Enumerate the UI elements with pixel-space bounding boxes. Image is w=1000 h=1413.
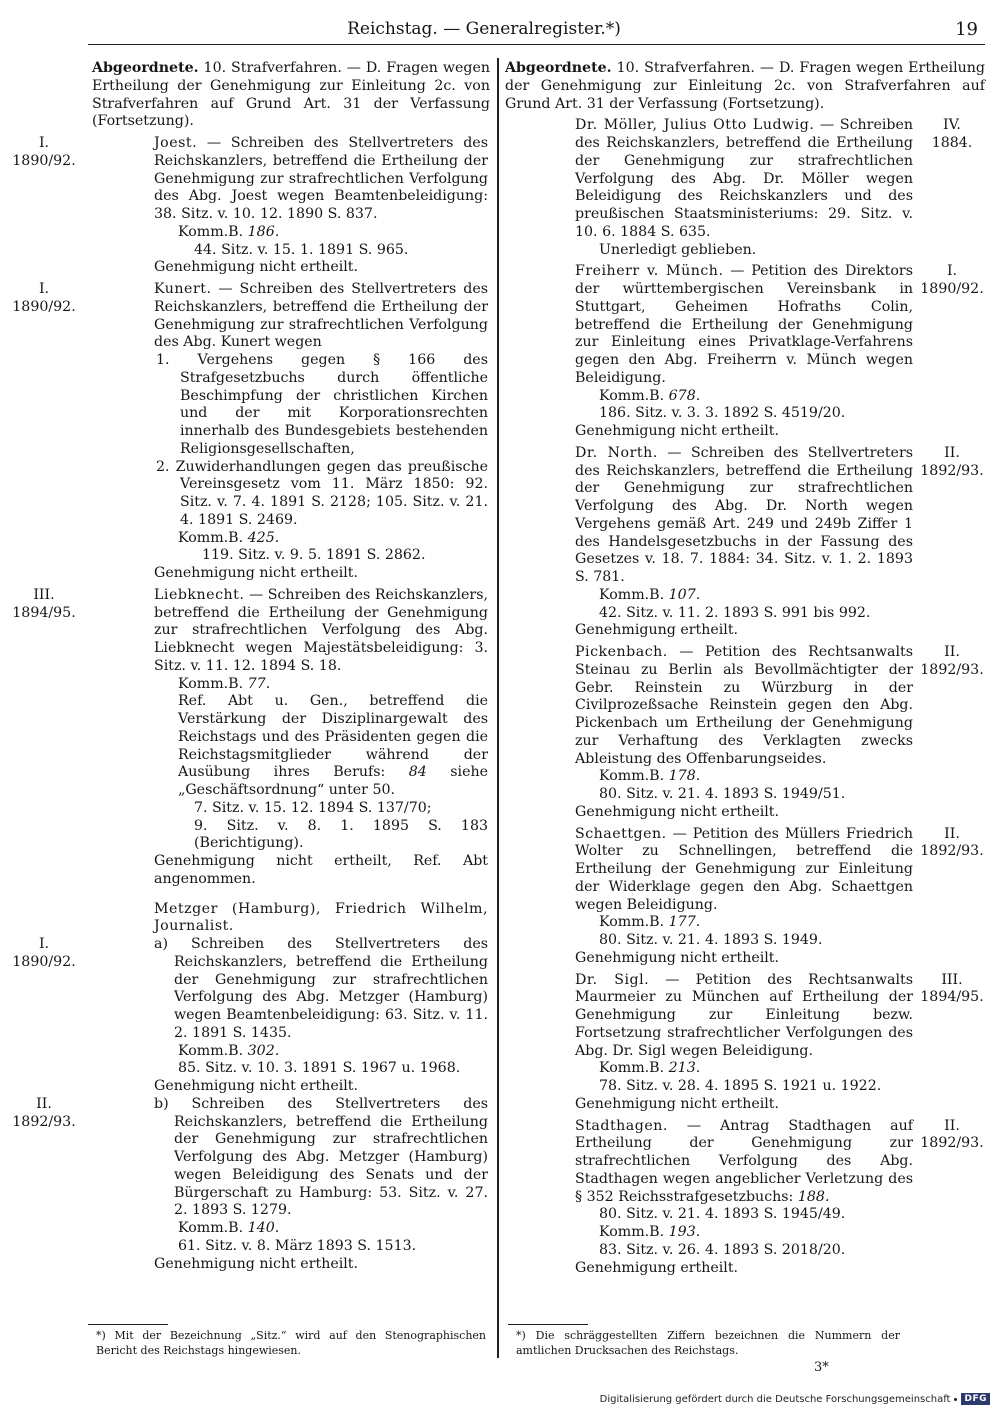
right-column <box>505 60 985 1277</box>
entry-moeller: IV. 1884. Dr. Möller, Julius Otto Ludwig. — Schreiben des Reichskanzlers, betreffend die Ertheilung der Genehmigung zur strafrechtlichen Verfolgung des Abg. Dr. Möller wegen Beleidigung des Reichskanzlers und des preußischen Staatsministeriums: 29. Sitz. v. 10. 6. 1884 S. 635. Unerledigt geblieben. <box>505 117 985 259</box>
print-number: 678. <box>668 387 701 404</box>
entry-metzger: Metzger (Hamburg), Friedrich Wilhelm, Journalist. I. 1890/92. a) Schreiben des Stellvertreters des Reichskanzlers, betreffend die Ertheilung der Genehmigung zur strafrechtlichen Verfolgung des Abg. Metzger (Hamburg) wegen Beamtenbeleidigung: 63. Sitz. v. 11. 2. 1891 S. 1435. Komm.B. 302. 85. Sitz. v. 10. 3. 1891 S. 1967 u. 1968. Genehmigung nicht ertheilt. II. 1892/93. b) Schreiben des Stellvertreters des Reichskanzlers, betreffend die Ertheilung der Genehmigung zur strafrechtlichen Verfolgung des Abg. Metzger (Hamburg) wegen Beleidigung des Senats und der Bürgerschaft zu Hamburg: 53. Sitz. v. 27. 2. 1893 S. 1279. Komm.B. 140. 61. Sitz. v. 8. März 1893 S. 1513. Genehmigung nicht ertheilt. <box>8 901 490 1274</box>
print-number: 213. <box>668 1060 701 1077</box>
print-number: 77. <box>247 675 271 692</box>
session-ref: II. 1892/93. <box>920 444 984 479</box>
session-ref: III. 1894/95. <box>920 971 984 1006</box>
entry-liebknecht: III. 1894/95. Liebknecht. — Schreiben des Reichskanzlers, betreffend die Ertheilung der Genehmigung zur strafrechtlichen Verfolgung des Abg. Liebknecht wegen Majestätsbeleidigung: 3. Sitz. v. 11. 12. 1894 S. 18. Komm.B. 77. Ref. Abt u. Gen., betreffend die Verstärkung der Disziplinargewalt des Reichstags und des Präsidenten gegen die Reichstagsmitglieder während der Ausübung ihres Berufs: 84 siehe „Geschäftsordnung“ unter 50. 7. Sitz. v. 15. 12. 1894 S. 137/70; 9. Sitz. v. 8. 1. 1895 S. 183 (Berichtigung). Genehmigung nicht ertheilt, Ref. Abt angenommen. <box>8 587 490 889</box>
print-number: 302. <box>247 1042 280 1059</box>
result: Genehmigung nicht ertheilt. <box>575 1095 780 1112</box>
member-name: Kunert. <box>154 281 212 297</box>
print-number: 178. <box>668 768 701 785</box>
result: Genehmigung nicht ertheilt. <box>154 1255 359 1272</box>
dfg-logo: DFG <box>961 1393 990 1405</box>
member-name: Liebknecht. <box>154 586 245 603</box>
signature-mark: 3* <box>814 1360 829 1375</box>
member-name: Dr. Sigl. <box>575 971 650 988</box>
dfg-credit-text: Digitalisierung gefördert durch die Deutsche Forschungsgemeinschaft <box>599 1393 951 1405</box>
member-name: Pickenbach. <box>575 644 668 660</box>
entry-schaettgen: II. 1892/93. Schaettgen. — Petition des Müllers Friedrich Wolter zu Schnellingen, betreffend die Ertheilung der Genehmigung zur Einleitung der Widerklage gegen den Abg. Schaettgen wegen Beleidigung. Komm.B. 177. 80. Sitz. v. 21. 4. 1893 S. 1949. Genehmigung nicht ertheilt. <box>575 825 984 966</box>
section-heading: Abgeordnete. 10. Strafverfahren. — D. Fragen wegen Ertheilung der Genehmigung zur Einleitung 2c. von Strafverfahren auf Grund Art. 31 der Verfassung (Fortsetzung). <box>505 60 985 112</box>
list-item: 1. Vergehens gegen § 166 des Strafgesetzbuchs durch öffentliche Beschimpfung der christlichen Kirchen und der mit Korporationsrechten innerhalb des Bundesgebiets bestehenden Religionsgesellschaften, <box>156 352 488 457</box>
print-number: 107. <box>668 586 701 603</box>
left-column <box>8 60 490 1273</box>
result: Genehmigung ertheilt. <box>575 622 739 639</box>
result: Genehmigung nicht ertheilt. <box>154 1078 359 1094</box>
result: Genehmigung ertheilt. <box>575 1259 739 1276</box>
entry-stadthagen: II. 1892/93. Stadthagen. — Antrag Stadthagen auf Ertheilung der Genehmigung zur strafrechtlichen Verfolgung des Abg. Stadthagen wegen angeblicher Verletzung des § 352 Reichsstrafgesetzbuchs: 188. 80. Sitz. v. 21. 4. 1893 S. 1945/49. Komm.B. 193. 83. Sitz. v. 26. 4. 1893 S. 2018/20. Genehmigung ertheilt. <box>575 1117 984 1276</box>
session-ref: I. 1890/92. <box>920 263 984 297</box>
member-name: Stadthagen. <box>575 1117 668 1134</box>
print-number: 193. <box>668 1224 701 1240</box>
session-ref: II. 1892/93. <box>920 644 984 678</box>
result: Genehmigung nicht ertheilt, Ref. Abt angenommen. <box>154 853 488 887</box>
entry-kunert: I. 1890/92. Kunert. — Schreiben des Stellvertreters des Reichskanzlers, betreffend die Ertheilung der Genehmigung zur strafrechtlichen Verfolgung des Abg. Kunert wegen 1. Vergehens gegen § 166 des Strafgesetzbuchs durch öffentliche Beschimpfung der christlichen Kirchen und der mit Korporationsrechten innerhalb des Bundesgebiets bestehenden Religionsgesellschaften, 2. Zuwiderhandlungen gegen das preußische Vereinsgesetz vom 11. März 1850: 92. Sitz. v. 7. 4. 1891 S. 2128; 105. Sitz. v. 21. 4. 1891 S. 2469. Komm.B. 425. 119. Sitz. v. 9. 5. 1891 S. 2862. Genehmigung nicht ertheilt. <box>8 281 490 583</box>
page-number: 19 <box>955 19 978 40</box>
list-item: 2. Zuwiderhandlungen gegen das preußische Vereinsgesetz vom 11. März 1850: 92. Sitz. v. 7. 4. 1891 S. 2128; 105. Sitz. v. 21. 4. 1891 S. 2469. <box>156 458 488 528</box>
section-heading: Abgeordnete. 10. Strafverfahren. — D. Fragen wegen Ertheilung der Genehmigung zur Einleitung 2c. von Strafverfahren auf Grund Art. 31 der Verfassung (Fortsetzung). <box>92 60 491 130</box>
header-rule <box>88 44 985 45</box>
session-ref: II. 1892/93. <box>920 1117 984 1152</box>
footnote-right: *) Die schräggestellten Ziffern bezeichnen die Nummern der amtlichen Drucksachen des Reichstags. <box>516 1329 900 1357</box>
footnote-rule <box>88 1324 168 1325</box>
session-ref: II. 1892/93. <box>12 1095 76 1130</box>
entry-sigl: III. 1894/95. Dr. Sigl. — Petition des Rechtsanwalts Maurmeier zu München auf Ertheilung der Genehmigung zur Einleitung bezw. Fortsetzung strafrechtlicher Verfolgungen des Abg. Dr. Sigl wegen Beleidigung. Komm.B. 213. 78. Sitz. v. 28. 4. 1895 S. 1921 u. 1922. Genehmigung nicht ertheilt. <box>575 971 984 1112</box>
print-number: 186. <box>247 223 280 240</box>
session-ref: III. 1894/95. <box>12 586 76 621</box>
member-name: Schaettgen. <box>575 825 667 842</box>
session-ref: II. 1892/93. <box>920 825 984 860</box>
result: Genehmigung nicht ertheilt. <box>575 949 780 966</box>
print-number: 140. <box>247 1220 280 1236</box>
member-name: Freiherr v. Münch. <box>575 263 724 280</box>
session-ref: I. 1890/92. <box>12 281 76 315</box>
result: Genehmigung nicht ertheilt. <box>154 565 359 581</box>
footnote-rule <box>508 1324 588 1325</box>
result: Genehmigung nicht ertheilt. <box>154 259 359 276</box>
session-ref: I. 1890/92. <box>12 936 76 970</box>
footnote-left: *) Mit der Bezeichnung „Sitz.“ wird auf den Stenographischen Bericht des Reichstags hingewiesen. <box>96 1329 486 1357</box>
separator-dot-icon <box>954 1398 957 1401</box>
entry-north: II. 1892/93. Dr. North. — Schreiben des Stellvertreters des Reichskanzlers, betreffend die Ertheilung der Genehmigung zur strafrechtlichen Verfolgung des Abg. Dr. North wegen Vergehens gemäß Art. 249 und 249b Ziffer 1 des Handelsgesetzbuchs in der Fassung des Gesetzes v. 18. 7. 1884: 34. Sitz. v. 1. 2. 1893 S. 781. Komm.B. 107. 42. Sitz. v. 11. 2. 1893 S. 991 bis 992. Genehmigung ertheilt. <box>575 444 984 639</box>
dfg-credit <box>600 1393 990 1405</box>
print-number: 425. <box>247 529 280 546</box>
session-ref: IV. 1884. <box>931 117 973 151</box>
entry-muench: I. 1890/92. Freiherr v. Münch. — Petition des Direktors der württembergischen Vereinsbank in Stuttgart, Geheimen Hofraths Colin, betreffend die Ertheilung der Genehmigung zur Einleitung eines Privatklage-Verfahrens gegen den Abg. Freiherrn v. Münch wegen Beleidigung. Komm.B. 678. 186. Sitz. v. 3. 3. 1892 S. 4519/20. Genehmigung nicht ertheilt. <box>575 263 984 439</box>
member-name: Dr. Möller, Julius Otto Ludwig. <box>575 117 815 134</box>
result: Genehmigung nicht ertheilt. <box>575 803 780 820</box>
member-name: Joest. <box>154 135 198 151</box>
print-number: 177. <box>668 914 701 931</box>
running-title: Reichstag. — Generalregister.*) <box>347 19 621 39</box>
result: Unerledigt geblieben. <box>599 241 757 258</box>
column-divider <box>497 58 499 1358</box>
entry-pickenbach: II. 1892/93. Pickenbach. — Petition des Rechtsanwalts Steinau zu Berlin als Bevollmächtigter der Gebr. Reinstein zu Würzburg in der Civilprozeßsache Reinstein gegen den Abg. Pickenbach um Ertheilung der Genehmigung zur Verhaftung des Verklagten zwecks Ableistung des Offenbarungseides. Komm.B. 178. 80. Sitz. v. 21. 4. 1893 S. 1949/51. Genehmigung nicht ertheilt. <box>575 644 984 820</box>
session-ref: I. 1890/92. <box>12 135 76 169</box>
result: Genehmigung nicht ertheilt. <box>575 423 780 439</box>
member-name: Dr. North. <box>575 444 658 461</box>
page-header <box>86 17 986 43</box>
entry-joest: I. 1890/92. Joest. — Schreiben des Stellvertreters des Reichskanzlers, betreffend die Ertheilung der Genehmigung zur strafrechtlichen Verfolgung des Abg. Joest wegen Beamtenbeleidigung: 38. Sitz. v. 10. 12. 1890 S. 837. Komm.B. 186. 44. Sitz. v. 15. 1. 1891 S. 965. Genehmigung nicht ertheilt. <box>8 135 490 277</box>
member-name: Metzger (Hamburg), Friedrich Wilhelm, Journalist. <box>154 900 488 935</box>
